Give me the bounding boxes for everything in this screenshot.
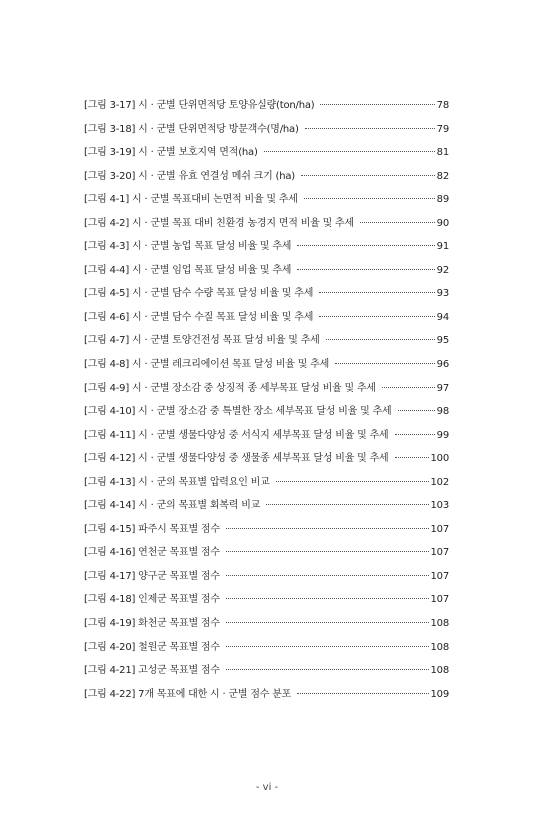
dot-leader (226, 551, 429, 552)
dot-leader (304, 198, 435, 199)
dot-leader (226, 575, 429, 576)
dot-leader (398, 410, 435, 411)
toc-entry[interactable] (84, 402, 449, 426)
toc-entry[interactable] (84, 496, 449, 520)
toc-entry[interactable] (84, 261, 449, 285)
dot-leader (226, 598, 429, 599)
dot-leader (320, 104, 434, 105)
toc-entry-page-number: 90 (436, 217, 449, 229)
toc-entry-page-number: 94 (436, 311, 449, 323)
toc-entry[interactable] (84, 355, 449, 379)
toc-entry-page-number: 93 (436, 288, 449, 300)
toc-entry-page-number: 89 (436, 194, 449, 206)
toc-entry[interactable] (84, 167, 449, 191)
toc-entry-label: [그림 4-13] 시 · 군의 목표별 압력요인 비교 (84, 476, 270, 488)
toc-entry-label: [그림 4-12] 시 · 군별 생물다양성 중 생물종 세부목표 달성 비율 및 추세 (84, 453, 389, 465)
toc-entry-label: [그림 4-15] 파주시 목표별 점수 (84, 523, 220, 535)
toc-entry-page-number: 107 (430, 547, 449, 559)
toc-entry[interactable] (84, 237, 449, 261)
toc-entry[interactable] (84, 520, 449, 544)
dot-leader (266, 504, 428, 505)
toc-entry-label: [그림 4-18] 인제군 목표별 점수 (84, 594, 220, 606)
toc-entry-label: [그림 3-20] 시 · 군별 유효 연결성 메쉬 크기 (ha) (84, 170, 295, 182)
dot-leader (226, 528, 429, 529)
toc-entry[interactable] (84, 331, 449, 355)
toc-entry[interactable] (84, 473, 449, 497)
dot-leader (276, 481, 429, 482)
toc-entry[interactable] (84, 590, 449, 614)
dot-leader (297, 269, 434, 270)
toc-entry-label: [그림 4-20] 철원군 목표별 점수 (84, 641, 220, 653)
toc-entry-page-number: 107 (430, 570, 449, 582)
dot-leader (226, 622, 429, 623)
dot-leader (335, 363, 435, 364)
toc-entry[interactable] (84, 449, 449, 473)
toc-entry[interactable] (84, 143, 449, 167)
toc-entry-label: [그림 4-21] 고성군 목표별 점수 (84, 665, 220, 677)
toc-entry-label: [그림 4-1] 시 · 군별 목표대비 논면적 비율 및 추세 (84, 194, 298, 206)
toc-entry[interactable] (84, 214, 449, 238)
toc-entry[interactable] (84, 96, 449, 120)
toc-entry-page-number: 108 (430, 618, 449, 630)
toc-entry-label: [그림 4-6] 시 · 군별 담수 수질 목표 달성 비율 및 추세 (84, 311, 314, 323)
toc-entry-page-number: 107 (430, 594, 449, 606)
toc-entry-label: [그림 4-10] 시 · 군별 장소감 중 특별한 장소 세부목표 달성 비율 및 추세 (84, 406, 392, 418)
toc-entry-label: [그림 4-16] 연천군 목표별 점수 (84, 547, 220, 559)
toc-entry-page-number: 108 (430, 665, 449, 677)
toc-entry[interactable] (84, 685, 449, 709)
toc-entry[interactable] (84, 284, 449, 308)
list-of-figures (84, 96, 449, 708)
toc-entry-page-number: 108 (430, 641, 449, 653)
dot-leader (264, 151, 435, 152)
dot-leader (395, 457, 429, 458)
toc-entry-page-number: 107 (430, 523, 449, 535)
toc-entry-label: [그림 4-5] 시 · 군별 담수 수량 목표 달성 비율 및 추세 (84, 288, 314, 300)
toc-entry-label: [그림 4-2] 시 · 군별 목표 대비 친환경 농경지 면적 비율 및 추세 (84, 217, 354, 229)
toc-entry-label: [그림 4-7] 시 · 군별 토양건전성 목표 달성 비율 및 추세 (84, 335, 320, 347)
dot-leader (297, 245, 434, 246)
toc-entry-label: [그림 4-14] 시 · 군의 목표별 회복력 비교 (84, 500, 261, 512)
toc-entry[interactable] (84, 661, 449, 685)
dot-leader (226, 669, 429, 670)
toc-entry-label: [그림 4-3] 시 · 군별 농업 목표 달성 비율 및 추세 (84, 241, 292, 253)
toc-entry-page-number: 82 (436, 170, 449, 182)
dot-leader (360, 222, 435, 223)
toc-entry[interactable] (84, 379, 449, 403)
toc-entry[interactable] (84, 614, 449, 638)
toc-entry-page-number: 97 (436, 382, 449, 394)
toc-entry-page-number: 102 (430, 476, 449, 488)
toc-entry-label: [그림 4-11] 시 · 군별 생물다양성 중 서식지 세부목표 달성 비율 및 추세 (84, 429, 389, 441)
toc-entry[interactable] (84, 426, 449, 450)
toc-entry-label: [그림 3-19] 시 · 군별 보호지역 면적(ha) (84, 147, 258, 159)
dot-leader (395, 434, 435, 435)
toc-entry-page-number: 99 (436, 429, 449, 441)
toc-entry-label: [그림 4-4] 시 · 군별 임업 목표 달성 비율 및 추세 (84, 264, 292, 276)
toc-entry[interactable] (84, 638, 449, 662)
toc-entry-page-number: 92 (436, 264, 449, 276)
toc-entry-label: [그림 4-22] 7개 목표에 대한 시 · 군별 점수 분포 (84, 688, 292, 700)
dot-leader (305, 128, 435, 129)
dot-leader (297, 693, 428, 694)
dot-leader (382, 387, 435, 388)
toc-entry-label: [그림 3-17] 시 · 군별 단위면적당 토양유실량(ton/ha) (84, 100, 315, 111)
toc-entry-page-number: 91 (436, 241, 449, 253)
toc-entry-label: [그림 4-19] 화천군 목표별 점수 (84, 618, 220, 630)
toc-entry-page-number: 95 (436, 335, 449, 347)
toc-entry-page-number: 78 (436, 100, 449, 111)
toc-entry-page-number: 103 (430, 500, 449, 512)
toc-entry-page-number: 81 (436, 147, 449, 159)
toc-entry-label: [그림 4-9] 시 · 군별 장소감 중 상징적 종 세부목표 달성 비율 및 추세 (84, 382, 376, 394)
dot-leader (326, 339, 435, 340)
toc-entry[interactable] (84, 190, 449, 214)
toc-entry[interactable] (84, 543, 449, 567)
toc-entry-page-number: 98 (436, 406, 449, 418)
dot-leader (319, 292, 435, 293)
toc-entry-label: [그림 4-8] 시 · 군별 레크리에이션 목표 달성 비율 및 추세 (84, 359, 330, 371)
page-number: - vi - (255, 782, 279, 793)
toc-entry-label: [그림 4-17] 양구군 목표별 점수 (84, 570, 220, 582)
toc-entry-page-number: 79 (436, 123, 449, 135)
toc-entry-page-number: 109 (430, 688, 449, 700)
dot-leader (319, 316, 435, 317)
toc-entry-page-number: 96 (436, 359, 449, 371)
dot-leader (226, 646, 429, 647)
toc-entry[interactable] (84, 308, 449, 332)
toc-entry[interactable] (84, 120, 449, 144)
toc-entry[interactable] (84, 567, 449, 591)
toc-entry-page-number: 100 (430, 453, 449, 465)
dot-leader (301, 175, 435, 176)
toc-entry-label: [그림 3-18] 시 · 군별 단위면적당 방문객수(명/ha) (84, 123, 299, 135)
